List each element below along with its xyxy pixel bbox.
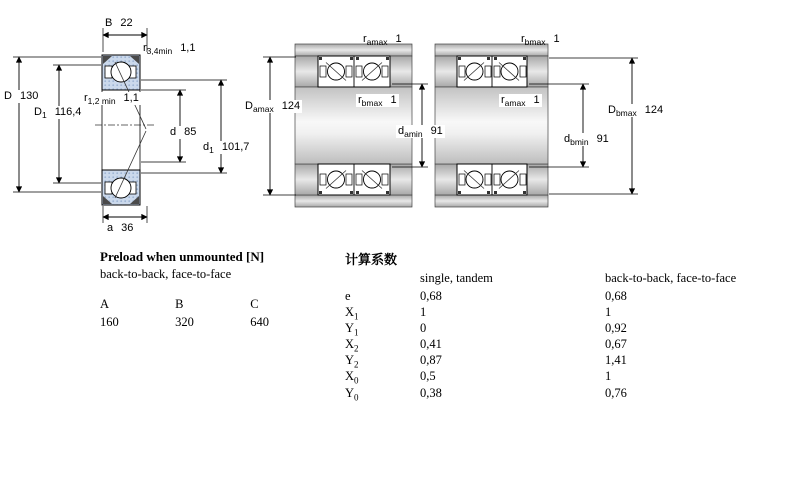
preload-value: 160 (100, 315, 119, 329)
preload-col-header: C (250, 297, 259, 311)
dim-label-ramax-b: $r_{amax}$ 1 (501, 94, 540, 109)
dim-label-damin: $d_{amin}$ 91 (398, 125, 443, 140)
factor-row-e: e 0,68 0,68 (345, 289, 627, 303)
factor-row-X0: $X_0$ 0,5 1 (345, 369, 612, 386)
factor-row-Y1: $Y_1$ 0 0,92 (345, 321, 627, 338)
preload-value: 640 (250, 315, 269, 329)
dim-label-rbmax-b: $r_{bmax}$ 1 (521, 33, 560, 48)
factor-row-X1: $X_1$ 1 1 (345, 305, 612, 322)
preload-title: Preload when unmounted [N] (100, 249, 265, 264)
dim-label-a: a 36 (107, 222, 134, 234)
preload-col-header: B (175, 297, 184, 311)
factor-row-X2: $X_2$ 0,41 0,67 (345, 337, 627, 354)
factors-col2-header: back-to-back, face-to-face (605, 271, 737, 285)
dim-label-B: B 22 (105, 17, 133, 29)
dim-label-r12: $r_{1,2 min}$ 1,1 (84, 92, 139, 107)
dim-label-Damax: $D_{amax}$ 124 (245, 100, 301, 115)
dim-label-rbmax-a: $r_{bmax}$ 1 (358, 94, 397, 109)
dim-label-ramax-a: $r_{amax}$ 1 (363, 33, 402, 48)
dim-label-dbmin: $d_{bmin}$ 91 (564, 133, 609, 148)
dim-label-Dbmax: $D_{bmax}$ 124 (608, 104, 664, 119)
dim-label-d1: $d_1$ 101,7 (203, 141, 250, 156)
preload-value: 320 (175, 315, 194, 329)
preload-subtitle: back-to-back, face-to-face (100, 267, 232, 281)
dim-label-d: d 85 (170, 126, 197, 138)
factor-row-Y2: $Y_2$ 0,87 1,41 (345, 353, 627, 370)
arrangement-b-figure (435, 44, 638, 207)
factors-col1-header: single, tandem (420, 271, 493, 285)
preload-col-header: A (100, 297, 110, 311)
dim-label-D: D 130 (4, 90, 39, 102)
dim-label-r34: $r_{3,4min}$ 1,1 (143, 42, 196, 57)
dim-label-D1: $D_1$ 116,4 (34, 106, 82, 121)
factors-title: 计算系数 (345, 252, 398, 267)
factor-row-Y0: $Y_0$ 0,38 0,76 (345, 386, 627, 403)
